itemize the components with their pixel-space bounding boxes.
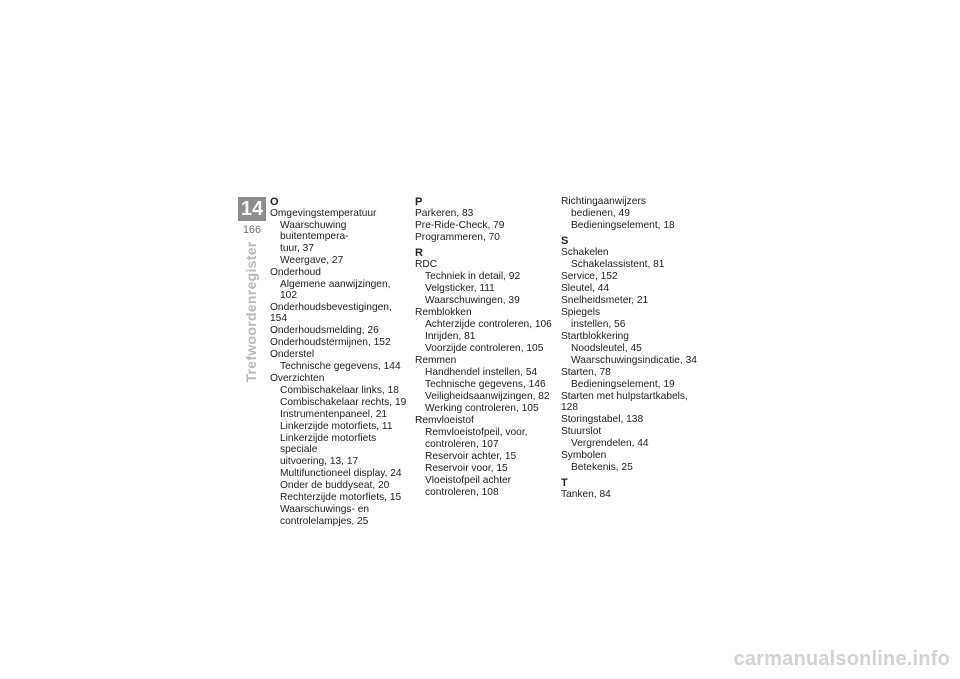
- index-entry: [415, 307, 555, 354]
- index-entry: [270, 302, 410, 324]
- entry-subterm: Combischakelaar links, 18: [280, 385, 399, 396]
- index-entry: [561, 450, 701, 473]
- index-entry: [561, 391, 701, 413]
- index-entry: [415, 259, 555, 306]
- entry-term: Onderhoud: [270, 267, 321, 278]
- entry-subterm: Linkerzijde motorfiets speciale: [280, 433, 377, 455]
- entry-term: Starten met hulpstartkabels, 128: [561, 391, 688, 413]
- entry-subterm: Reservoir achter, 15: [425, 451, 517, 462]
- index-entry: [561, 295, 701, 306]
- page-number: 166: [242, 224, 262, 236]
- index-entry: [415, 232, 555, 243]
- entry-subterm: Algemene aanwijzingen, 102: [280, 279, 391, 301]
- index-entry: [561, 426, 701, 449]
- entry-subterm: Linkerzijde motorfiets, 11: [280, 421, 393, 432]
- entry-subterm: Bedieningselement, 18: [571, 220, 675, 231]
- entry-subterm: Technische gegevens, 146: [425, 379, 546, 390]
- entry-term: Onderstel: [270, 349, 315, 360]
- section-letter: R: [415, 247, 423, 259]
- index-entry: [270, 267, 410, 301]
- entry-subterm: Werking controleren, 105: [425, 403, 539, 414]
- watermark: carmanualsonline.info: [733, 648, 950, 670]
- entry-subterm: Instrumentenpaneel, 21: [280, 409, 388, 420]
- entry-subterm: Waarschuwings- en: [280, 504, 370, 515]
- entry-subterm: Inrijden, 81: [425, 331, 476, 342]
- index-column-2: [415, 196, 555, 502]
- entry-term: Parkeren, 83: [415, 208, 474, 219]
- entry-subterm: Veiligheidsaanwijzingen, 82: [425, 391, 550, 402]
- index-entry: [561, 414, 701, 425]
- entry-subterm: Velgsticker, 111: [425, 283, 495, 294]
- entry-subterm: Weergave, 27: [280, 255, 344, 266]
- entry-term: Service, 152: [561, 271, 618, 282]
- entry-term: RDC: [415, 259, 438, 270]
- entry-term: Storingstabel, 138: [561, 414, 644, 425]
- index-entry: [561, 367, 701, 390]
- index-entry: [270, 337, 410, 348]
- entry-term: Snelheidsmeter, 21: [561, 295, 649, 306]
- index-entry: [270, 325, 410, 336]
- entry-subterm: Combischakelaar rechts, 19: [280, 397, 407, 408]
- entry-term: Overzichten: [270, 373, 325, 384]
- entry-term: Tanken, 84: [561, 489, 611, 500]
- index-section: [561, 235, 701, 473]
- entry-subterm: Waarschuwingen, 39: [425, 295, 520, 306]
- index-entry: [561, 331, 701, 366]
- entry-subterm: Betekenis, 25: [571, 462, 633, 473]
- index-entry: [415, 208, 555, 219]
- section-letter: O: [270, 196, 279, 208]
- entry-subterm: Achterzijde controleren, 106: [425, 319, 552, 330]
- entry-term: Programmeren, 70: [415, 232, 500, 243]
- index-entry: [415, 220, 555, 231]
- entry-subterm: Technische gegevens, 144: [280, 361, 401, 372]
- index-entry: [415, 355, 555, 414]
- index-section: [415, 247, 555, 498]
- section-letter: T: [561, 477, 568, 489]
- index-section: [561, 477, 701, 500]
- entry-subterm: Bedieningselement, 19: [571, 379, 675, 390]
- entry-subterm: Rechterzijde motorfiets, 15: [280, 492, 402, 503]
- entry-subterm: Vergrendelen, 44: [571, 438, 649, 449]
- entry-term: Richtingaanwijzers: [561, 196, 646, 207]
- entry-term: Stuurslot: [561, 426, 602, 437]
- entry-term: Remmen: [415, 355, 457, 366]
- entry-subterm: Reservoir voor, 15: [425, 463, 508, 474]
- entry-subterm: bedienen, 49: [571, 208, 630, 219]
- index-section: [415, 196, 555, 243]
- index-entry: [561, 307, 701, 330]
- entry-subterm: Multifunctioneel display, 24: [280, 468, 402, 479]
- index-entry: [270, 208, 410, 266]
- entry-subterm: Voorzijde controleren, 105: [425, 343, 544, 354]
- entry-subterm: Techniek in detail, 92: [425, 271, 521, 282]
- entry-subterm: instellen, 56: [571, 319, 626, 330]
- entry-term: Pre-Ride-Check, 79: [415, 220, 505, 231]
- entry-term: Schakelen: [561, 247, 609, 258]
- entry-subterm: Vloeistofpeil achter: [425, 475, 512, 486]
- entry-subterm: Waarschuwingsindicatie, 34: [571, 355, 697, 366]
- entry-subterm: Remvloeistofpeil, voor,: [425, 427, 528, 438]
- section-letter: S: [561, 235, 569, 247]
- entry-term: Startblokkering: [561, 331, 629, 342]
- entry-term: Onderhoudsmelding, 26: [270, 325, 379, 336]
- section-letter: P: [415, 196, 423, 208]
- entry-subterm: controleren, 108: [425, 487, 499, 498]
- entry-subterm: Handhendel instellen, 54: [425, 367, 538, 378]
- index-entry: [415, 415, 555, 498]
- entry-term: Remvloeistof: [415, 415, 474, 426]
- index-column-1: [270, 196, 410, 531]
- entry-term: Symbolen: [561, 450, 607, 461]
- index-entry: [270, 349, 410, 372]
- index-entry: [561, 489, 701, 500]
- entry-subterm: Waarschuwing buitentempera-: [280, 220, 349, 242]
- index-column-3: [561, 196, 701, 504]
- entry-term: Spiegels: [561, 307, 601, 318]
- entry-subterm: controleren, 107: [425, 439, 499, 450]
- entry-term: Remblokken: [415, 307, 472, 318]
- entry-subterm: Onder de buddyseat, 20: [280, 480, 390, 491]
- entry-term: Onderhoudsbevestigingen, 154: [270, 302, 392, 324]
- section-title: Trefwoordenregister: [243, 241, 259, 383]
- entry-subterm: Schakelassistent, 81: [571, 259, 665, 270]
- entry-term: Onderhoudstermijnen, 152: [270, 337, 391, 348]
- index-section: [561, 196, 701, 231]
- index-entry: [561, 247, 701, 270]
- index-entry: [561, 271, 701, 282]
- entry-subterm: Noodsleutel, 45: [571, 343, 642, 354]
- index-entry: [270, 373, 410, 527]
- index-section: [270, 196, 410, 527]
- index-entry: [561, 196, 701, 231]
- entry-subterm: tuur, 37: [280, 243, 314, 254]
- entry-term: Omgevingstemperatuur: [270, 208, 377, 219]
- entry-subterm: uitvoering, 13, 17: [280, 456, 359, 467]
- chapter-number: 14: [238, 197, 266, 221]
- entry-subterm: controlelampjes, 25: [280, 516, 369, 527]
- entry-term: Starten, 78: [561, 367, 611, 378]
- entry-term: Sleutel, 44: [561, 283, 610, 294]
- index-entry: [561, 283, 701, 294]
